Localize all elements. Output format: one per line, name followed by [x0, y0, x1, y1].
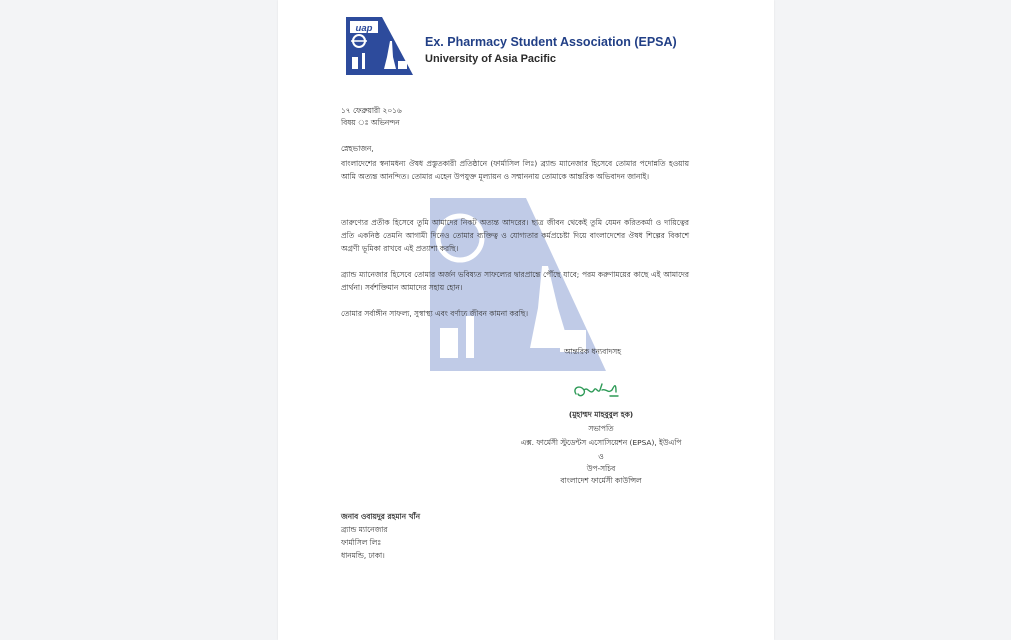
org-name: Ex. Pharmacy Student Association (EPSA) [425, 35, 677, 49]
paragraph-1: বাংলাদেশের স্বনামধন্য ঔষধ প্রস্তুতকারী প্রতিষ্ঠানে (ফার্মাসিল লিঃ) ব্র্যান্ড ম্যানেজার হিসেবে তোমার পদোন্নতি হওয়ায় আমি অত্যন্ত আনন্দিত। তোমার এহেন উপযুক্ত মূল্যায়ন ও সম্মাননায় তোমাকে আন্তরিক অভিবাদন জানাই। [341, 159, 689, 181]
signatory-line3: ও [598, 452, 604, 461]
recipient-name: জনাব ওবায়দুর রহমান খাঁন [341, 512, 421, 521]
paragraph-2: তারুণ্যের প্রতীক হিসেবে তুমি আমাদের নিকট অত্যন্ত আদরের। ছাত্র জীবন থেকেই তুমি যেমন করিতকর্মা ও দায়িত্বের প্রতি একনিষ্ঠ তেমনি আগামী দিনেও তোমার ব্যক্তিত্ব ও যোগ্যতার কর্মপ্রচেষ্টা দিয়ে বাংলাদেশের ঔষধ শিল্পের বিকাশে অগ্রণী ভূমিকা রাখবে এই প্রত্যাশা করছি। [341, 218, 689, 253]
signature-image [570, 378, 630, 402]
signatory-line4: উপ-সচিব [586, 464, 616, 473]
recipient-company: ফার্মাসিল লিঃ [341, 538, 382, 547]
signatory-line5: বাংলাদেশ ফার্মেসী কাউন্সিল [560, 476, 642, 485]
paragraph-4: তোমার সর্বাঙ্গীন সাফল্য, সুস্বাস্থ্য এবং বর্ণাঢ্য জীবন কামনা করছি। [341, 309, 529, 318]
paragraph-3: ব্র্যান্ড ম্যানেজার হিসেবে তোমার অর্জন ভবিষ্যত সাফল্যের দ্বারপ্রান্তে পৌঁছে যাবে; পরম করুণাময়ের কাছে এই আমাদের প্রার্থনা। সর্বশক্তিমান আমাদের সহায় হোন। [341, 270, 689, 292]
letter-page [278, 0, 774, 640]
recipient-title: ব্র্যান্ড ম্যানেজার [341, 525, 388, 534]
letter-date: ১৭ ফেব্রুয়ারী ২০১৬ [341, 106, 402, 115]
letter-salutation: স্নেহভাজন, [341, 144, 374, 153]
signatory-line2: এক্স. ফার্মেসী স্টুডেন্টস এসোসিয়েশন (EPSA), ইউএপি [520, 438, 682, 447]
logo-text: uap [355, 23, 373, 34]
letter-closing: আন্তরিক ধন্যবাদসহ [564, 347, 622, 356]
recipient-address: ধানমন্ডি, ঢাকা। [341, 551, 385, 560]
letter-subject: বিষয় ঃ অভিনন্দন [341, 118, 400, 127]
signatory-name: (মুহাম্মদ মাহবুবুল হক) [568, 410, 634, 419]
signatory-line1: সভাপতি [588, 424, 614, 433]
university-name: University of Asia Pacific [425, 53, 557, 65]
